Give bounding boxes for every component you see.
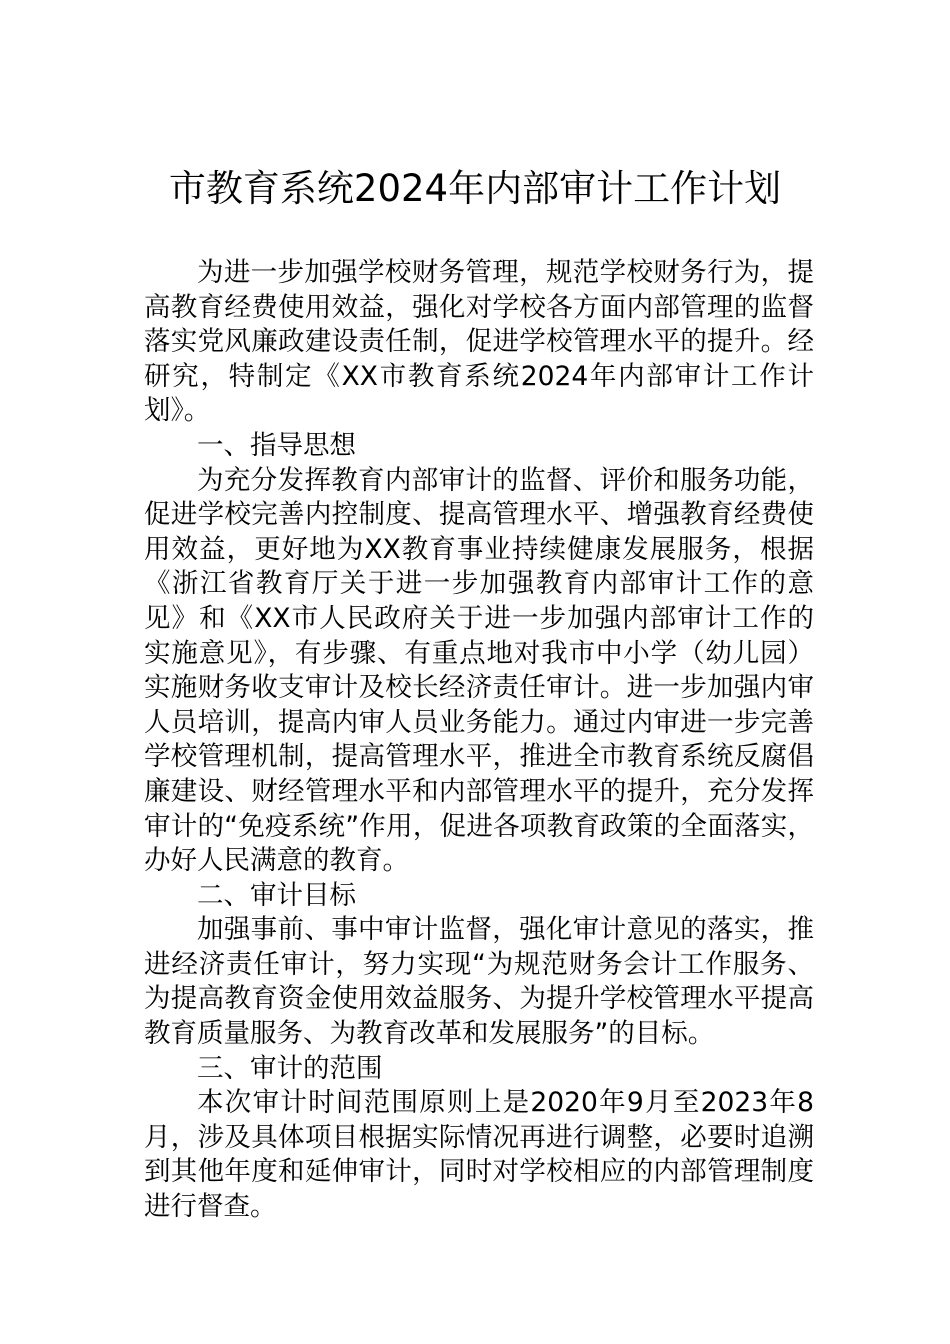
document-title: 市教育系统2024年内部审计工作计划 bbox=[168, 167, 782, 210]
document-body bbox=[144, 256, 814, 1225]
section-heading-guiding-thought: 一、指导思想 bbox=[197, 429, 356, 461]
section-heading-audit-goals: 二、审计目标 bbox=[197, 879, 356, 911]
section-heading-audit-scope: 三、审计的范围 bbox=[197, 1052, 383, 1084]
audit-scope-paragraph: 本次审计时间范围原则上是2020年9月至2023年8月，涉及具体项目根据实际情况再进行调整，必要时追溯到其他年度和延伸审计，同时对学校相应的内部管理制度进行督查。 bbox=[144, 1087, 814, 1223]
intro-paragraph: 为进一步加强学校财务管理，规范学校财务行为，提高教育经费使用效益，强化对学校各方面内部管理的监督落实党风廉政建设责任制，促进学校管理水平的提升。经研究，特制定《XX市教育系统2024年内部审计工作计划》。 bbox=[144, 257, 814, 427]
guiding-thought-paragraph: 为充分发挥教育内部审计的监督、评价和服务功能，促进学校完善内控制度、提高管理水平、增强教育经费使用效益，更好地为XX教育事业持续健康发展服务，根据《浙江省教育厅关于进一步加强教育内部审计工作的意见》和《XX市人民政府关于进一步加强内部审计工作的实施意见》，有步骤、有重点地对我市中小学（幼儿园）实施财务收支审计及校长经济责任审计。进一步加强内审人员培训，提高内审人员业务能力。通过内审进一步完善学校管理机制，提高管理水平，推进全市教育系统反腐倡廉建设、财经管理水平和内部管理水平的提升，充分发挥审计的“免疫系统”作用，促进各项教育政策的全面落实，办好人民满意的教育。 bbox=[144, 464, 814, 877]
audit-goals-paragraph: 加强事前、事中审计监督，强化审计意见的落实，推进经济责任审计，努力实现“为规范财务会计工作服务、为提高教育资金使用效益服务、为提升学校管理水平提高教育质量服务、为教育改革和发展服务”的目标。 bbox=[144, 914, 814, 1050]
